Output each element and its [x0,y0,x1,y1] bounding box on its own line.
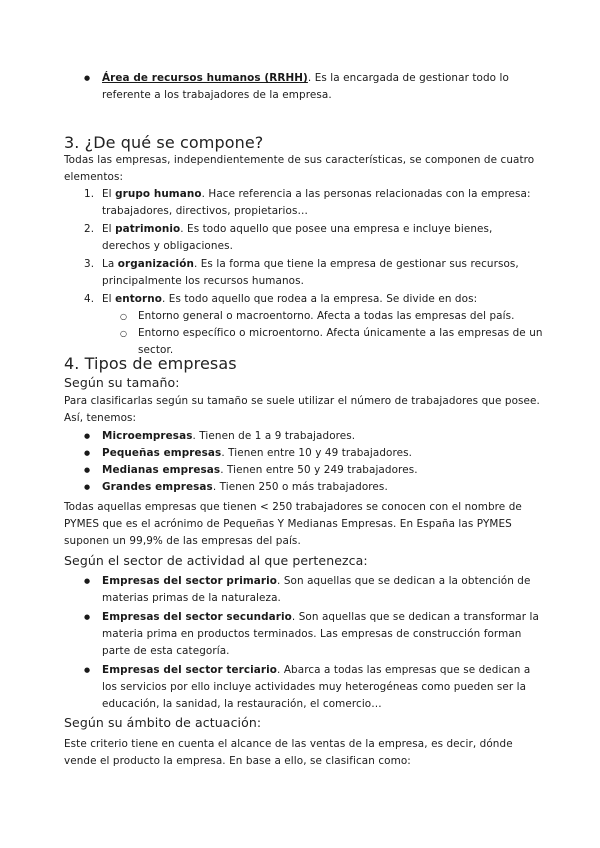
scope-intro: Este criterio tiene en cuenta el alcance de las ventas de la empresa, es decir, dónde vende el producto la empresa. En base a ello, se clasifican como: [64,738,513,767]
item-prefix: La [102,258,118,270]
item-text: . Abarca a todas las empresas que se dedican a los servicios por ello incluye actividades muy heterogéneas como pueden ser la educación, la sanidad, la restauración, el comercio… [102,664,531,710]
list-item [64,445,544,462]
item-term: Empresas del sector primario [102,575,278,587]
sub-list-item: ○ Entorno específico o microentorno. Afecta únicamente a las empresas de un sector. [64,325,544,359]
item-term: Empresas del sector terciario [102,664,278,676]
section-4-heading: 4. Tipos de empresas [64,354,237,373]
list-item [64,70,544,104]
item-number: 2. [84,223,95,235]
item-prefix: El [102,293,116,305]
list-item [64,609,544,660]
pymes-note: Todas aquellas empresas que tienen < 250 trabajadores se conocen con el nombre de PYMES que es el acrónimo de Pequeñas Y Medianas Empresas. En España las PYMES suponen un 99,9% de las empresas del país. [64,501,522,547]
sector-list [64,573,544,713]
item-text: . Tienen entre 50 y 249 trabajadores. [220,464,418,476]
item-prefix: El [102,188,116,200]
item-text: . Es la forma que tiene la empresa de gestionar sus recursos, principalmente los recursos humanos. [102,258,519,287]
item-text: . Es todo aquello que posee una empresa e incluye bienes, derechos y obligaciones. [102,223,493,252]
item-text: . Hace referencia a las personas relacionadas con la empresa: trabajadores, directivos, propietarios… [102,188,531,217]
size-intro: Para clasificarlas según su tamaño se suele utilizar el número de trabajadores que posee. Así, tenemos: [64,395,540,424]
item-term: Microempresas [102,430,193,442]
rrhh-text: . Es la encargada de gestionar todo lo referente a los trabajadores de la empresa. [102,72,509,101]
components-list [64,186,544,359]
scope-heading: Según su ámbito de actuación: [64,715,262,730]
item-text: . Son aquellas que se dedican a transformar la materia prima en productos terminados. Las empresas de construcción forman parte de esta categoría. [102,611,539,657]
list-item [64,662,544,713]
item-term: organización [117,258,194,270]
rrhh-term: Área de recursos humanos (RRHH) [102,72,308,84]
item-number: 1. [84,188,95,200]
item-text: . Tienen 250 o más trabajadores. [212,481,388,493]
size-list [64,428,544,496]
item-term: grupo humano [115,188,202,200]
section-3-intro: Todas las empresas, independientemente de sus características, se componen de cuatro elementos: [64,154,535,183]
item-term: Grandes empresas [102,481,213,493]
list-item [64,256,544,290]
list-item [64,573,544,607]
item-term: Medianas empresas [102,464,221,476]
item-term: patrimonio [115,223,181,235]
item-number: 4. [84,293,95,305]
list-item [64,221,544,255]
list-item [64,186,544,220]
item-text: . Son aquellas que se dedican a la obtención de materias primas de la naturaleza. [102,575,531,604]
list-item [64,428,544,445]
section-3-heading: 3. ¿De qué se compone? [64,133,264,152]
sector-heading: Según el sector de actividad al que pertenezca: [64,553,368,568]
item-term: Empresas del sector secundario [102,611,292,623]
item-text: . Es todo aquello que rodea a la empresa. Se divide en dos: [161,293,478,305]
item-text: . Tienen de 1 a 9 trabajadores. [192,430,356,442]
item-prefix: El [102,223,116,235]
item-number: 3. [84,258,95,270]
list-item [64,479,544,496]
rrhh-list [64,70,544,104]
list-item [64,291,544,308]
size-heading: Según su tamaño: [64,375,180,390]
item-term: entorno [115,293,162,305]
item-term: Pequeñas empresas [102,447,222,459]
sub-list-item: ○ Entorno general o macroentorno. Afecta a todas las empresas del país. [64,308,544,325]
list-item [64,462,544,479]
item-text: . Tienen entre 10 y 49 trabajadores. [221,447,413,459]
